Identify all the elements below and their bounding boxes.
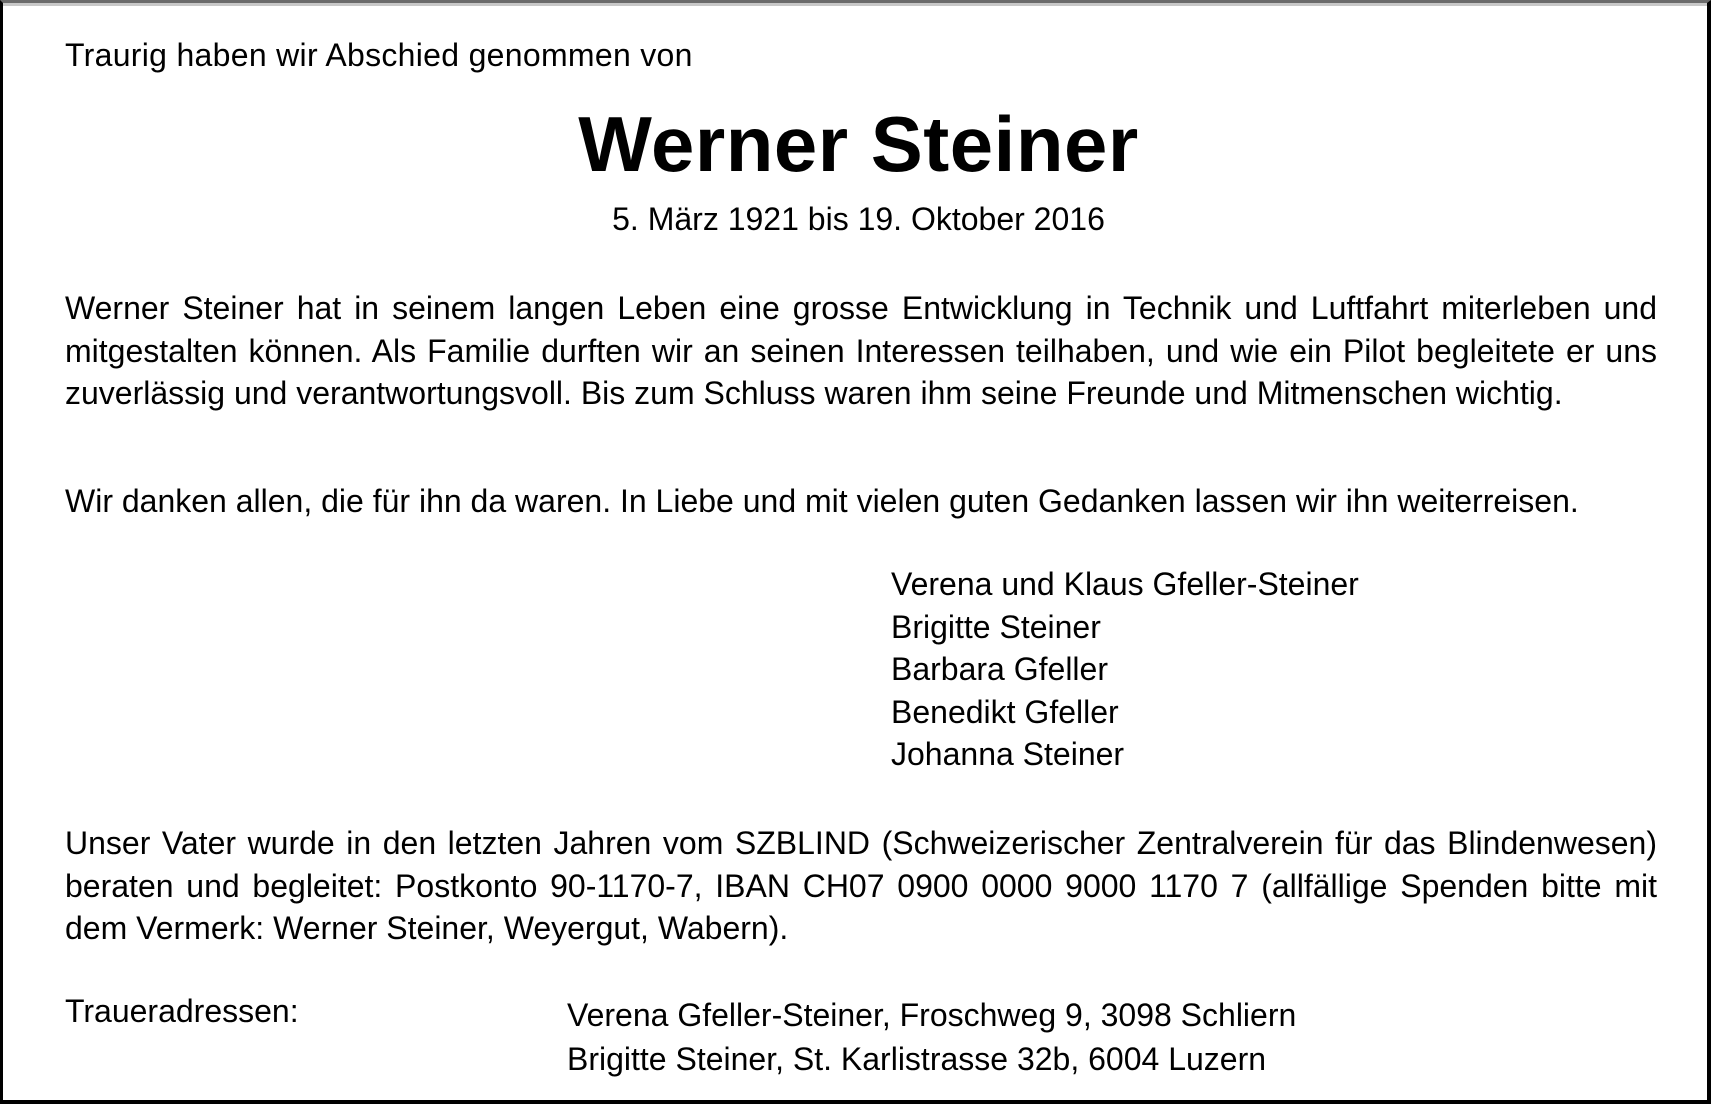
thanks-paragraph: Wir danken allen, die für ihn da waren. In Liebe und mit vielen guten Gedanken lassen wir ihn weiterreisen.	[65, 483, 1579, 519]
life-dates: 5. März 1921 bis 19. Oktober 2016	[612, 201, 1105, 237]
signer-name: Verena und Klaus Gfeller-Steiner	[891, 566, 1359, 602]
donation-paragraph: Unser Vater wurde in den letzten Jahren vom SZBLIND (Schweizerischer Zentralverein für das Blindenwesen) beraten und begleitet: Postkonto 90-1170-7, IBAN CH07 0900 0000 9000 1170 7 (allfällige Spenden bitte mit dem Vermerk: Werner Steiner, Weyergut, Wabern).	[65, 825, 1657, 946]
signers-list	[891, 563, 1359, 776]
tribute-paragraph: Werner Steiner hat in seinem langen Leben eine grosse Entwicklung in Technik und Luftfahrt miterleben und mitgestalten können. Als Familie durften wir an seinen Interessen teilhaben, und wie ein Pilot begleitete er uns zuverlässig und verantwortungsvoll. Bis zum Schluss waren ihm seine Freunde und Mitmenschen wichtig.	[65, 290, 1657, 411]
addresses-label: Traueradressen:	[65, 993, 299, 1029]
mourning-address: Verena Gfeller-Steiner, Froschweg 9, 3098 Schliern	[567, 997, 1297, 1033]
mourning-address: Brigitte Steiner, St. Karlistrasse 32b, 6004 Luzern	[567, 1041, 1267, 1077]
signer-name: Barbara Gfeller	[891, 651, 1108, 687]
signer-name: Brigitte Steiner	[891, 608, 1101, 645]
signer-name: Johanna Steiner	[891, 736, 1125, 772]
addresses-list	[567, 993, 1296, 1081]
deceased-name: Werner Steiner	[578, 100, 1139, 188]
intro-line: Traurig haben wir Abschied genommen von	[65, 37, 693, 73]
signer-name: Benedikt Gfeller	[891, 693, 1119, 730]
